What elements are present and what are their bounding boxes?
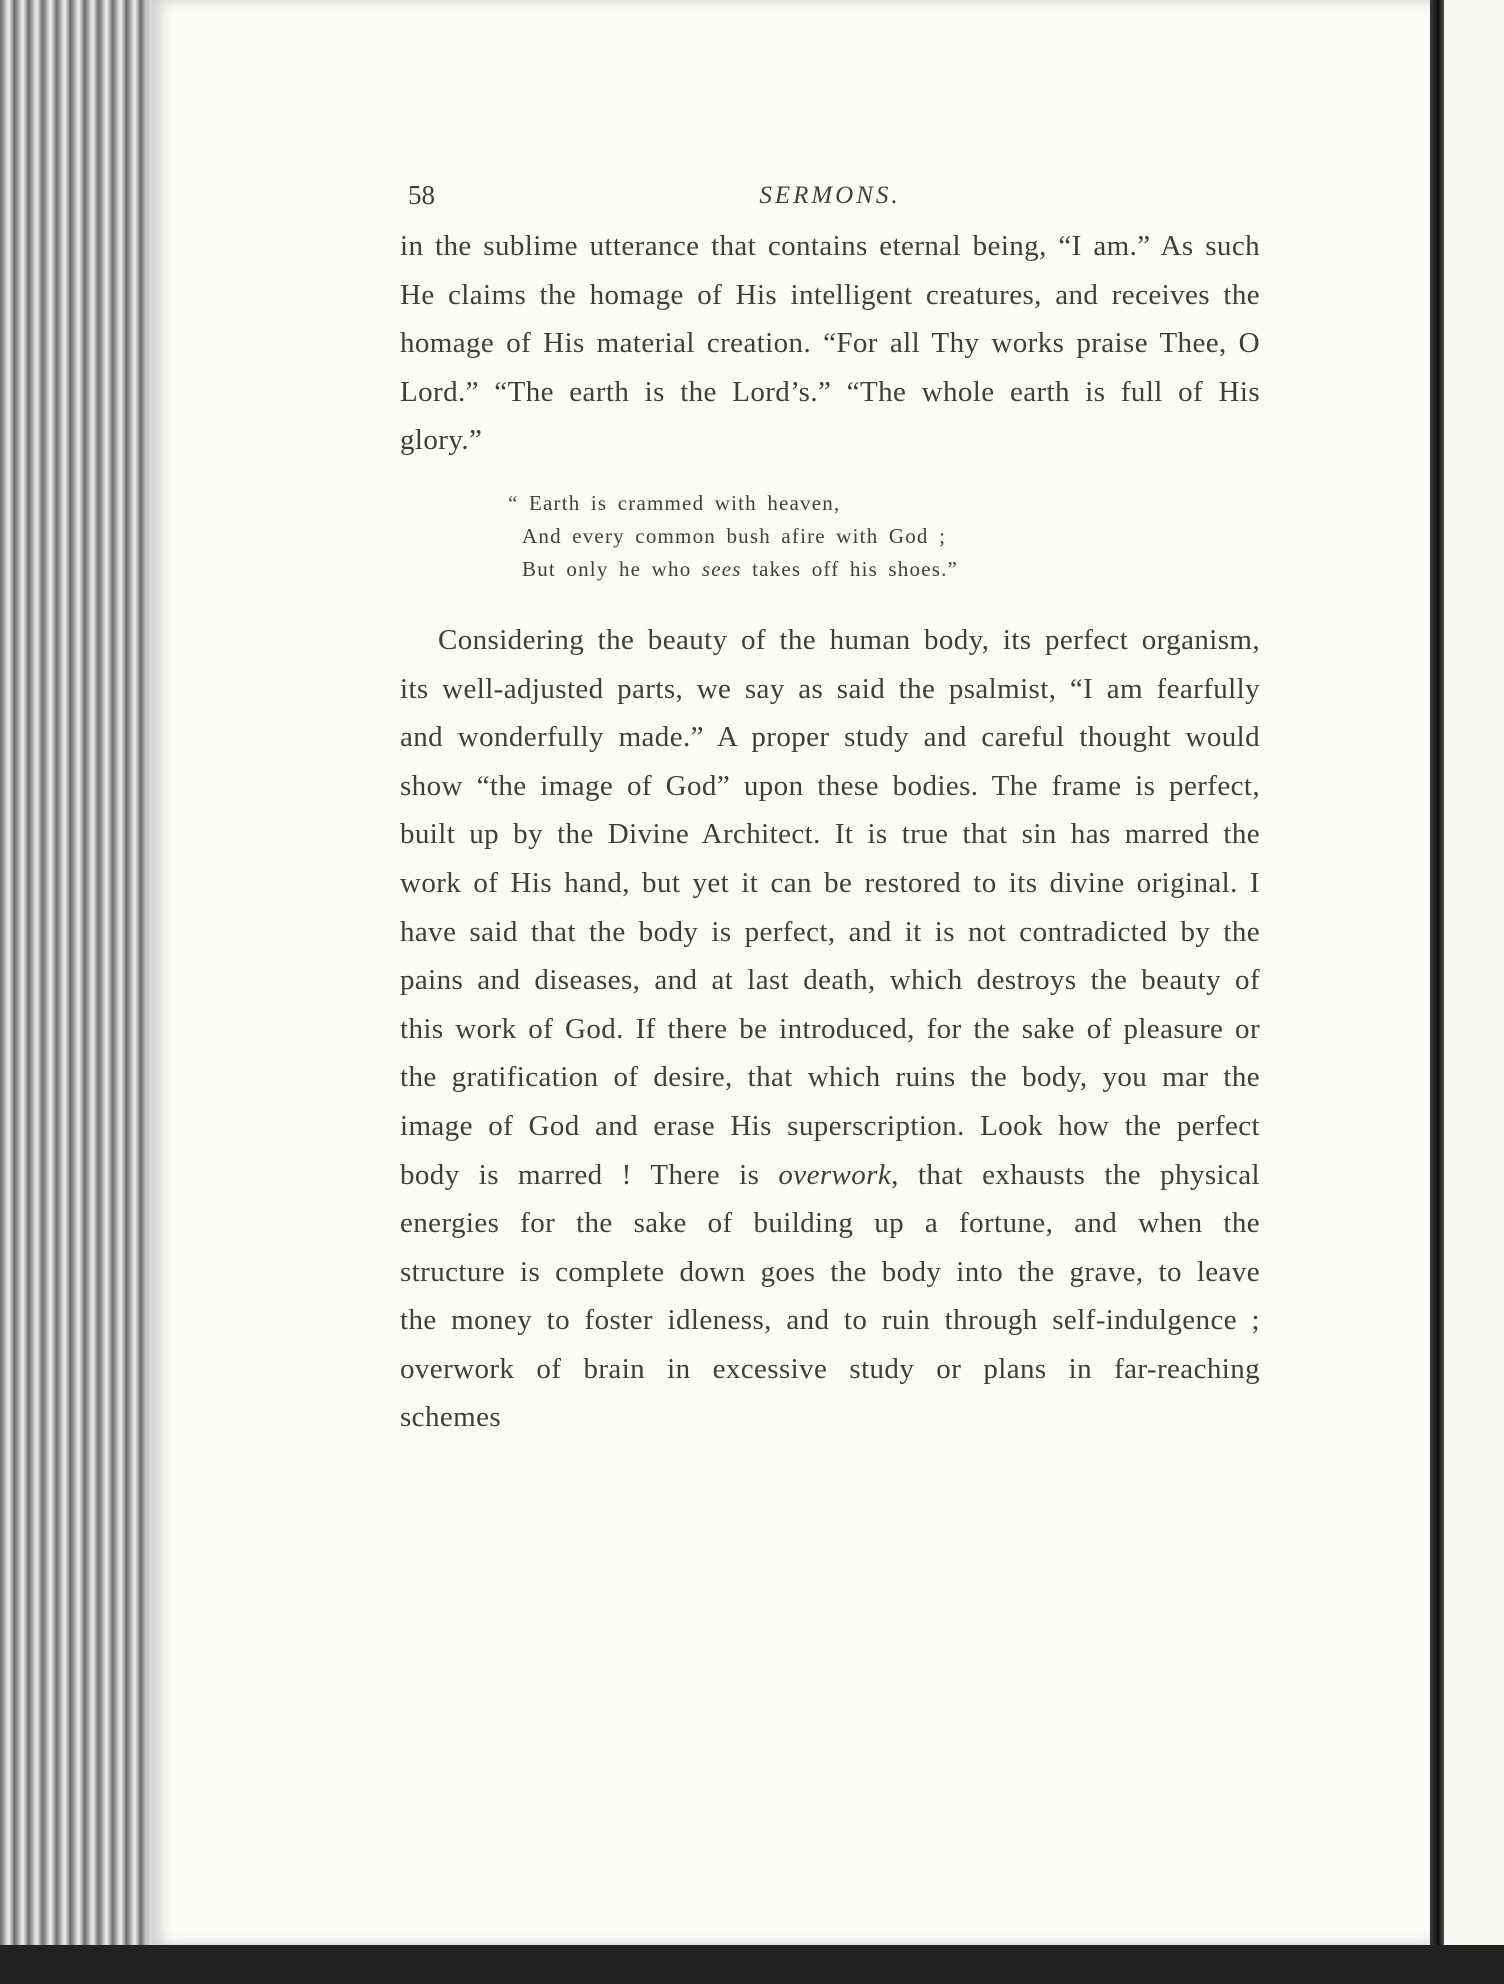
poem-line-3-start: But only he who (522, 556, 702, 581)
bottom-shadow (0, 1945, 1504, 1984)
poem-line-2: And every common bush afire with God ; (522, 523, 947, 548)
running-head (400, 168, 1260, 222)
poem-italic-word: sees (701, 556, 742, 581)
page-title: SERMONS. (759, 182, 901, 209)
main-paragraph-part-1: Considering the beauty of the human body, its perfect organism, its well-adjusted parts, we say as said the psalmist, “I am fearfully and wonderfully made.” A proper study and careful thought would show “the image of God” upon these bodies. The frame is perfect, built up by the Divine Architect. It is true that sin has marred the work of His hand, but yet it can be restored to its divine original. I have said that the body is perfect, and it is not contradicted by the pains and diseases, and at last death, which destroys the beauty of this work of God. If there be introduced, for the sake of pleasure or the gratification of desire, that which ruins the body, you mar the image of God and erase His superscription. Look how the perfect body is marred ! There is (400, 623, 1260, 1191)
poem-line-1: “ Earth is crammed with heaven, (508, 490, 841, 515)
poem-line-3 (508, 553, 1260, 586)
page-number: 58 (408, 180, 435, 210)
italic-overwork: overwork (778, 1158, 892, 1191)
poem-quote (508, 487, 1260, 586)
opening-paragraph: in the sublime utterance that contains eternal being, “I am.” As such He claims the homage of His intelligent creatures, and receives the homage of His material creation. “For all Thy works praise Thee, O Lord.” “The earth is the Lord’s.” “The whole earth is full of His glory.” (400, 230, 1260, 457)
main-paragraph-part-2: , that exhausts the physical energies for the sake of building up a fortune, and when the structure is complete down goes the body into the grave, to leave the money to foster idleness, and to ruin through self-indulgence ; overwork of brain in excessive study or plans in far-reaching schemes (400, 1158, 1260, 1434)
poem-line-3-end: takes off his shoes.” (741, 556, 959, 581)
stacked-page-edges (0, 0, 156, 1984)
book-gutter (1430, 0, 1444, 1984)
page-content (400, 168, 1260, 1442)
main-paragraph (400, 616, 1260, 1442)
